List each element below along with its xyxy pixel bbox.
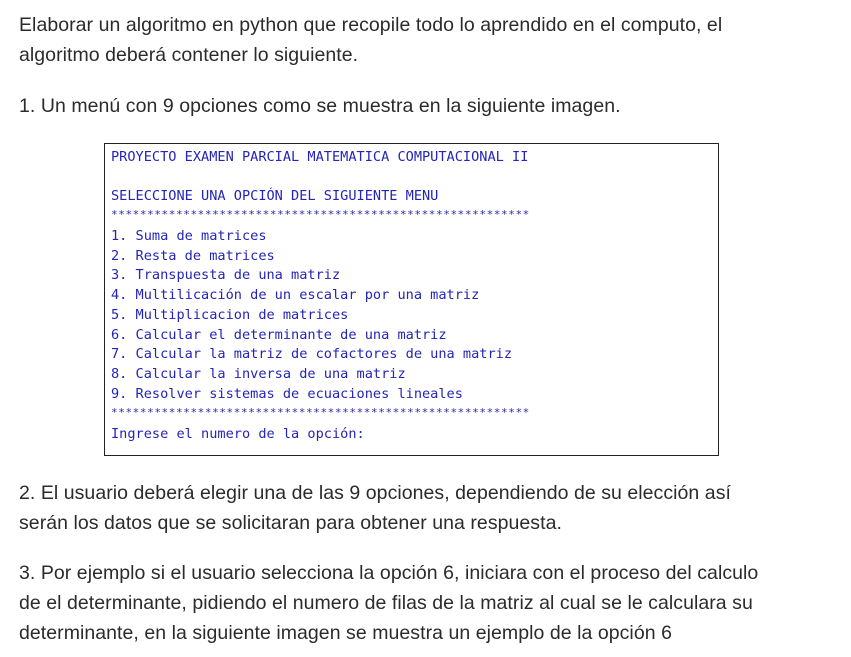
console-menu-heading: SELECCIONE UNA OPCIÓN DEL SIGUIENTE MENU bbox=[111, 188, 439, 204]
point-2-line-1: 2. El usuario deberá elegir una de las 9 opciones, dependiendo de su elección así bbox=[19, 482, 731, 504]
console-menu-screenshot bbox=[104, 143, 719, 456]
point-3-paragraph bbox=[19, 558, 819, 648]
point-3-line-1: 3. Por ejemplo si el usuario selecciona la opción 6, iniciara con el proceso del calculo bbox=[19, 562, 759, 584]
point-2-line-2: serán los datos que se solicitaran para obtener una respuesta. bbox=[19, 512, 562, 534]
console-option-7: 7. Calcular la matriz de cofactores de una matriz bbox=[111, 346, 513, 362]
console-separator-bottom: ********************************************************** bbox=[111, 406, 530, 419]
console-option-3: 3. Transpuesta de una matriz bbox=[111, 267, 341, 283]
point-3-line-3: determinante, en la siguiente imagen se muestra un ejemplo de la opción 6 bbox=[19, 622, 672, 644]
console-option-5: 5. Multiplicacion de matrices bbox=[111, 307, 349, 323]
console-option-8: 8. Calcular la inversa de una matriz bbox=[111, 366, 406, 382]
console-option-6: 6. Calcular el determinante de una matriz bbox=[111, 327, 447, 343]
point-2-paragraph bbox=[19, 478, 819, 538]
console-option-9: 9. Resolver sistemas de ecuaciones lineales bbox=[111, 386, 463, 402]
console-option-1: 1. Suma de matrices bbox=[111, 228, 267, 244]
console-option-2: 2. Resta de matrices bbox=[111, 248, 275, 264]
intro-paragraph bbox=[19, 10, 819, 70]
console-title: PROYECTO EXAMEN PARCIAL MATEMATICA COMPUTACIONAL II bbox=[111, 149, 529, 165]
point-3-line-2: de el determinante, pidiendo el numero de filas de la matriz al cual se le calculara su bbox=[19, 592, 753, 614]
console-option-4: 4. Multilicación de un escalar por una matriz bbox=[111, 287, 480, 303]
point-1-line-1: 1. Un menú con 9 opciones como se muestra en la siguiente imagen. bbox=[19, 95, 621, 117]
point-1-paragraph bbox=[19, 91, 819, 121]
console-prompt: Ingrese el numero de la opción: bbox=[111, 426, 365, 442]
intro-line-1: Elaborar un algoritmo en python que recopile todo lo aprendido en el computo, el bbox=[19, 14, 723, 36]
console-separator-top: ********************************************************** bbox=[111, 208, 530, 221]
intro-line-2: algoritmo deberá contener lo siguiente. bbox=[19, 44, 359, 66]
